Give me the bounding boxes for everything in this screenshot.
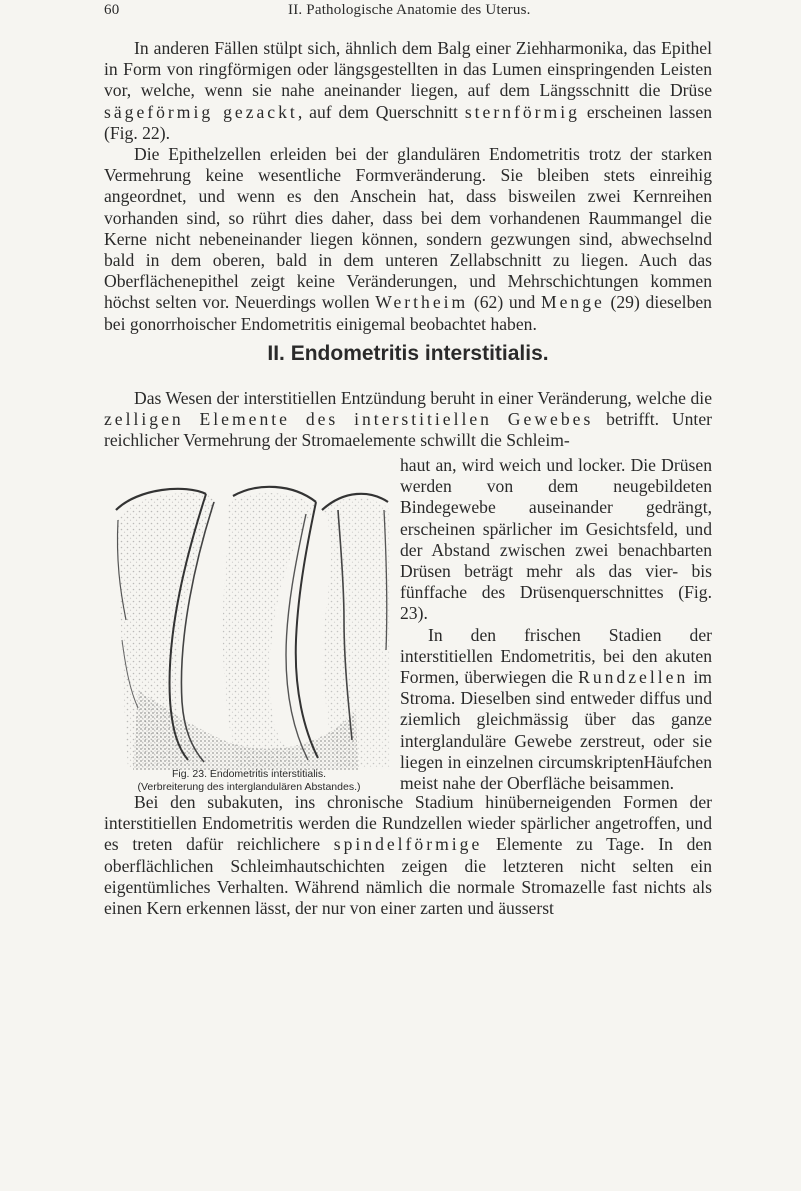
paragraph-4 (400, 625, 712, 795)
running-title: II. Pathologische Anatomie des Uterus. (288, 2, 531, 18)
page-number: 60 (104, 2, 120, 18)
paragraph-1 (104, 38, 712, 144)
caption-title: Fig. 23. Endometritis interstitialis. (171, 768, 327, 780)
emphasis: sternförmig (464, 101, 580, 122)
author-name: Menge (540, 292, 605, 313)
author-name: Wertheim (375, 292, 469, 313)
text-run: betrifft. Unter reichlicher Vermehrung der Stromaelemente schwillt die Schleim- (104, 409, 712, 451)
text-run: Das Wesen der interstitiellen Entzündung beruht in einer Veränderung, welche die (134, 388, 712, 408)
section-heading: II. Endometritis interstitialis. (267, 342, 549, 365)
text-run: , auf dem Querschnitt (297, 101, 465, 122)
text-run: erscheinen lassen (Fig. 22). (104, 101, 713, 143)
text-run: Bei den subakuten, ins chronische Stadium hinüberneigenden Formen der interstitiellen Endometritis werden die Rundzellen wieder spärlicher angetroffen, und es treten dafür reichlichere (104, 792, 712, 855)
body-text-section (104, 388, 712, 452)
emphasis: Rundzellen (578, 667, 689, 688)
paragraph-2 (104, 144, 712, 335)
paragraph-5 (104, 792, 712, 919)
wrapped-text-column (400, 455, 712, 794)
text-run: Elemente zu Tage. In den oberflächlichen Schleimhautschichten zeigen die letzteren nicht selten ein eigentümliches Verhalten. Während nämlich die normale Stromazelle fast nichts als einen Kern erkennen lässt, der nur von einer zarten und äusserst (104, 834, 712, 919)
text-run: In anderen Fällen stülpt sich, ähnlich dem Balg einer Ziehharmonika, das Epithel in Form von ringförmigen oder längsgestellten in das Lumen einspringenden Leisten vor, welche, wenn sie nahe aneinander liegen, auf dem Längsschnitt die Drüse (104, 38, 712, 101)
figure-23-illustration (108, 480, 392, 770)
text-run: In den frischen Stadien der interstitiellen Endometritis, bei den akuten Formen, überwiegen die (400, 624, 712, 688)
text-run: Die Epithelzellen erleiden bei der glandulären Endometritis trotz der starken Vermehrung keine wesentliche Formveränderung. Sie bleiben stets einreihig angeordnet, und wenn es den Anschein hat, dass bisweilen zwei Kernreihen vorhanden sind, so rührt dies daher, dass bei dem vorhandenen Raummangel die Kerne nicht nebeneinander liegen können, sondern gezwungen sind, abwechselnd bald in dem oberen, bald in dem unteren Zellabschnitt zu liegen. Auch das Oberflächenepithel zeigt keine Veränderungen, und Mehrschichtungen kommen höchst selten vor. Neuerdings wollen (104, 144, 712, 313)
emphasis: zelligen Elemente des interstitiellen Gewebes (104, 409, 594, 430)
emphasis: spindelförmige (333, 834, 483, 855)
body-text-top (104, 38, 712, 335)
figure-caption (104, 768, 394, 793)
caption-subtitle: (Verbreiterung des interglandulären Abstandes.) (137, 780, 361, 793)
paragraph-3 (104, 388, 712, 452)
body-text-bottom (104, 792, 712, 919)
text-run: im Stroma. Dieselben sind entweder diffus und ziemlich gleichmässig über das ganze interglanduläre Gewebe zerstreut, oder sie liegen in einzelnen circumskriptenHäufchen meist nahe der Oberfläche beisammen. (400, 667, 712, 794)
text-run: (62) und (468, 292, 541, 313)
text-run: (29) dieselben bei gonorrhoischer Endometritis einigemal beobachtet haben. (104, 292, 712, 334)
emphasis: sägeförmig gezackt (104, 101, 298, 122)
paragraph-3-continued: haut an, wird weich und locker. Die Drüsen werden von dem neugebildeten Bindegewebe auseinander gedrängt, erscheinen spärlicher im Gesichtsfeld, und der Abstand zwischen zwei benachbarten Drüsen beträgt mehr als das vier- bis fünffache des Drüsenquerschnittes (Fig. 23). (400, 455, 712, 624)
